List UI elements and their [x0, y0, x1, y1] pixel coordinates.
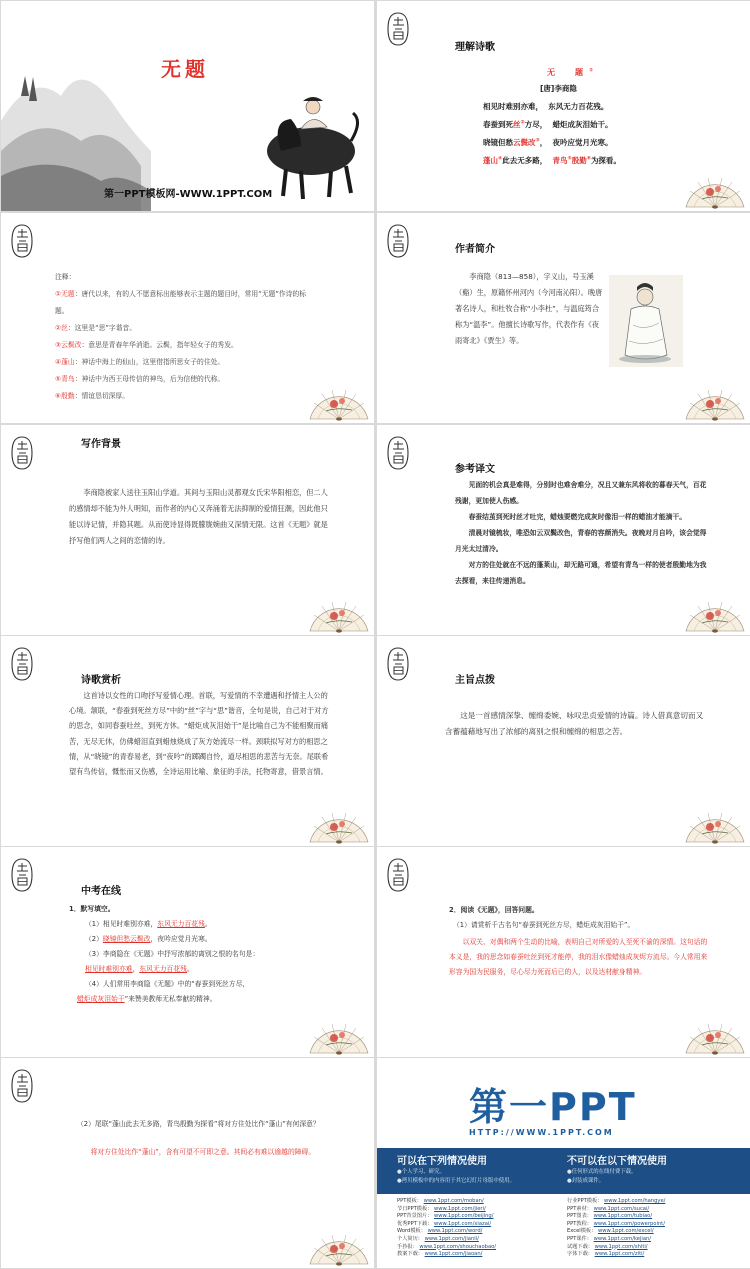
link[interactable]: www.1ppt.com/shouchaobao/: [419, 1243, 497, 1250]
slide-exam-read: [377, 847, 750, 1057]
section-heading: 主旨点拨: [455, 675, 495, 686]
seal-icon: [9, 1068, 35, 1104]
usage-band: [377, 1148, 750, 1268]
appreciation-text: 这首诗以女性的口吻抒写爱情心理。首联，写爱情的不幸遭遇和抒情主人公的心境。颔联，“春蚕到死丝方尽”中的“丝”字与“思”谐音，全句是说，自己对于对方的思念，如同春蚕吐丝，到死方休。“蜡炬成灰泪始干”是比喻自己为不能相聚而痛苦，无尽无休，仿佛蜡泪直到蜡烛烧成了灰方始流尽一样。颈联拟写对方的相思之情，从“晓镜”的青春易老，到“夜吟”的踯躅自怜，道尽相思的悲苦与无奈。尾联希望有鸟传信，慨怅而又伤感，全诗运用比喻、象征的手法，托物寄意，借景言情。: [69, 691, 329, 777]
can-use-title: 可以在下列情况使用: [397, 1156, 487, 1167]
link[interactable]: www.1ppt.com/jiaoan/: [424, 1251, 483, 1258]
question-title: 2．阅读《无题》，回答问题。: [449, 906, 539, 914]
slide-poem: [377, 1, 750, 211]
link[interactable]: www.1ppt.com/moban/: [423, 1198, 484, 1204]
exam-questions: [77, 1116, 325, 1160]
question-item: （4）人们常用李商隐《无题》中的“春蚕到死丝方尽，: [85, 980, 250, 988]
logo-area: [377, 1058, 750, 1148]
slide-notes: [1, 213, 374, 423]
cannot-use-title: 不可以在以下情况使用: [567, 1156, 667, 1167]
seal-icon: [9, 646, 35, 682]
question-item: 蜡炬成灰泪始干”来赞美教师无私奉献的精神。: [77, 995, 217, 1003]
can-use-item: ●个人学习、研究。: [397, 1169, 445, 1175]
link[interactable]: www.1ppt.com/kejian/: [593, 1235, 652, 1242]
question-item: （3）李商隐在《无题》中抒写浓郁的离别之恨的名句是：: [85, 950, 260, 958]
question-title: 1．默写填空。: [69, 905, 115, 913]
poem-author: [唐]李商隐: [540, 84, 577, 93]
fan-icon: [308, 1232, 370, 1266]
background-text: 李商隐被家人送往玉阳山学道。其间与玉阳山灵都观女氏宋华阳相恋，但二人的感情却不能为外人明知，而作者的内心又奔涌着无法抑制的爱情狂潮，因此他只能以诗记情，并隐其题。从而使诗显得既朦胧婉曲又深情无限。这首《无题》就是抒写他们两人之间的恋情的诗。: [69, 488, 328, 545]
note-item: ①无题：唐代以来，有的人不愿意标出能够表示主题的题目时，常用“无题”作诗的标题。: [55, 290, 307, 315]
section-heading: 参考译文: [455, 464, 495, 475]
answer-text: 将对方住处比作“蓬山”，含有可望不可即之意。其间必有难以逾越的障碍。: [90, 1148, 316, 1156]
link[interactable]: www.1ppt.com/sucai/: [593, 1205, 650, 1212]
translation-text: 见面的机会真是难得，分别时也难舍难分，况且又兼东风将收的暮春天气，百花残谢，更加使人伤感。 春蚕结茧到死时丝才吐完，蜡烛要燃完成灰时像泪一样的蜡油才能滴干。 清晨对镜梳妆，唯恐如云双鬓改色，青春的容颜消失。夜晚对月自吟，该会觉得月光太过清冷。 对方的住处就在不远的蓬莱山，却无路可通，希望有青鸟一样的使者殷勤地为我去探看，来往传递消息。: [455, 481, 707, 585]
notes-label: 注释：: [55, 273, 76, 281]
exam-questions: [69, 902, 349, 1007]
seal-icon: [385, 223, 411, 259]
link[interactable]: www.1ppt.com/jieri/: [434, 1205, 486, 1212]
seal-icon: [385, 11, 411, 47]
link[interactable]: www.1ppt.com/jianli/: [424, 1235, 479, 1242]
brand-logo: 第一PPT: [469, 1085, 637, 1129]
link[interactable]: www.1ppt.com/xiazai/: [434, 1220, 492, 1227]
seal-icon: [385, 435, 411, 471]
slide-usage: [377, 1058, 750, 1268]
note-item: ④蓬山：神话中海上的仙山，这里借指所思女子的住处。: [55, 358, 225, 366]
slide-exam-read-2: [1, 1058, 374, 1268]
section-heading: 理解诗歌: [455, 42, 495, 53]
section-heading: 诗歌赏析: [81, 675, 121, 686]
question-item: （1）请赏析千古名句“春蚕到死丝方尽，蜡炬成灰泪始干”。: [453, 921, 635, 929]
fan-icon: [684, 387, 746, 421]
question-item: （1）相见时难别亦难，东风无力百花残。: [85, 920, 212, 928]
theme-text: 这是一首感情深挚、缠绵委婉、咏叹忠贞爱情的诗篇。诗人借真意切而又含蓄蕴藉地写出了浓郁的离别之恨和缠绵的相思之苦。: [445, 711, 704, 736]
note-item: ⑥殷勤：情谊恳切深厚。: [55, 392, 130, 400]
slide-title-text: 无题: [161, 57, 209, 81]
slide-author: [377, 213, 750, 423]
brand-url: HTTP://WWW.1PPT.COM: [469, 1128, 614, 1137]
cannot-use-item: ●封装成课件。: [567, 1178, 605, 1184]
link[interactable]: www.1ppt.com/excel/: [597, 1228, 654, 1235]
slide-theme: [377, 636, 750, 846]
section-heading: 写作背景: [81, 439, 121, 450]
seal-icon: [9, 223, 35, 259]
section-heading: 作者简介: [455, 244, 495, 255]
fan-icon: [308, 599, 370, 633]
seal-icon: [9, 435, 35, 471]
cannot-use-item: ●任何形式的在线付费下载。: [567, 1169, 637, 1175]
poem-line-2: 春蚕到死丝②方尽， 蜡炬成灰泪始干。: [483, 119, 613, 129]
note-item: ③云鬓改：意思是青春年华消逝。云鬓，指年轻女子的秀发。: [55, 341, 238, 349]
can-use-item: ●拷贝模板中的内容用于其它幻灯片母版中使用。: [397, 1178, 515, 1184]
ink-landscape-illustration: [1, 1, 374, 211]
link[interactable]: www.1ppt.com/shiti/: [594, 1243, 648, 1250]
section-heading: 中考在线: [81, 886, 121, 897]
notes-list: [55, 269, 309, 405]
poem-title: 无 题①: [547, 67, 594, 77]
fan-icon: [308, 810, 370, 844]
link[interactable]: www.1ppt.com/ziti/: [594, 1251, 645, 1258]
fan-icon: [684, 599, 746, 633]
note-item: ②丝：这里是“思”字谐音。: [55, 324, 137, 332]
note-item: ⑤青鸟：神话中为西王母传信的神鸟，后为信使的代称。: [55, 375, 225, 383]
usage-header: [377, 1148, 750, 1194]
answer-text: 以双关、对偶和两个生动的比喻，表明自己对所爱的人至死不渝的深情。这句话的本义是，我的思念如春蚕吐丝到死才能停，我的泪水像蜡烛成灰烬方流尽。今人常用来形容为国为民服务，尽心尽力死而后已的人，以及达材献身精神。: [449, 938, 708, 976]
poem-line-4: 蓬山④此去无多路， 青鸟⑤殷勤⑥为探看。: [483, 155, 621, 165]
author-portrait: [609, 275, 683, 367]
fan-icon: [308, 387, 370, 421]
link[interactable]: www.1ppt.com/powerpoint/: [593, 1220, 665, 1227]
slide-background: [1, 425, 374, 635]
fan-icon: [308, 1021, 370, 1055]
poem-line-3: 晓镜但愁云鬓改③， 夜吟应觉月光寒。: [483, 137, 613, 147]
poem-line-1: 相见时难别亦难， 东风无力百花残。: [483, 102, 609, 111]
link[interactable]: www.1ppt.com/tubiao/: [593, 1213, 653, 1220]
slide-caption: 第一PPT模板网-WWW.1PPT.COM: [104, 189, 273, 200]
exam-questions: [449, 903, 711, 980]
seal-icon: [385, 857, 411, 893]
slide-exam-fill: [1, 847, 374, 1057]
slide-appreciation: [1, 636, 374, 846]
slide-translation: [377, 425, 750, 635]
author-text: 李商隐（813—858），字义山，号玉溪（谿）生，原籍怀州河内（今河南沁阳）。晚唐著名诗人，和杜牧合称“小李杜”，与温庭筠合称为“温李”。他擅长诗歌写作，代表作有《夜雨寄北》《贾生》等。: [455, 272, 603, 345]
question-item: （2）尾联“蓬山此去无多路，青鸟殷勤为探看”将对方住处比作“蓬山”有何深意？: [77, 1120, 320, 1128]
fan-icon: [684, 810, 746, 844]
link[interactable]: www.1ppt.com/beijing/: [434, 1213, 494, 1220]
question-item: 相见时难别亦难，东风无力百花残。: [85, 965, 194, 973]
slide-title: [1, 1, 374, 211]
links-left: PPT模板： www.1ppt.com/moban/ 节日PPT模板： www.1ppt.com/jieri/ PPT背景图片： www.1ppt.com/beijing/ 优秀PPT下载： www.1ppt.com/xiazai/ Word模板： www.1ppt.com/word/ 个人简历： www.1ppt.com/jianli/ 手抄报： www.1ppt.com/shouchaobao/ 教案下载： www.1ppt.com/jiaoan/: [397, 1198, 497, 1258]
fan-icon: [684, 1021, 746, 1055]
link[interactable]: www.1ppt.com/hangye/: [604, 1198, 666, 1204]
question-item: （2）晓镜但愁云鬓改，夜吟应觉月光寒。: [85, 935, 212, 943]
seal-icon: [385, 646, 411, 682]
link[interactable]: www.1ppt.com/word/: [427, 1228, 483, 1235]
seal-icon: [9, 857, 35, 893]
links-right: 行业PPT模板： www.1ppt.com/hangye/ PPT素材： www.1ppt.com/sucai/ PPT图表： www.1ppt.com/tubiao/ PPT教程： www.1ppt.com/powerpoint/ Excel模板： www.1ppt.com/excel/ PPT课件： www.1ppt.com/kejian/ 试题下载： www.1ppt.com/shiti/ 字体下载： www.1ppt.com/ziti/: [567, 1198, 666, 1258]
fan-icon: [684, 175, 746, 209]
